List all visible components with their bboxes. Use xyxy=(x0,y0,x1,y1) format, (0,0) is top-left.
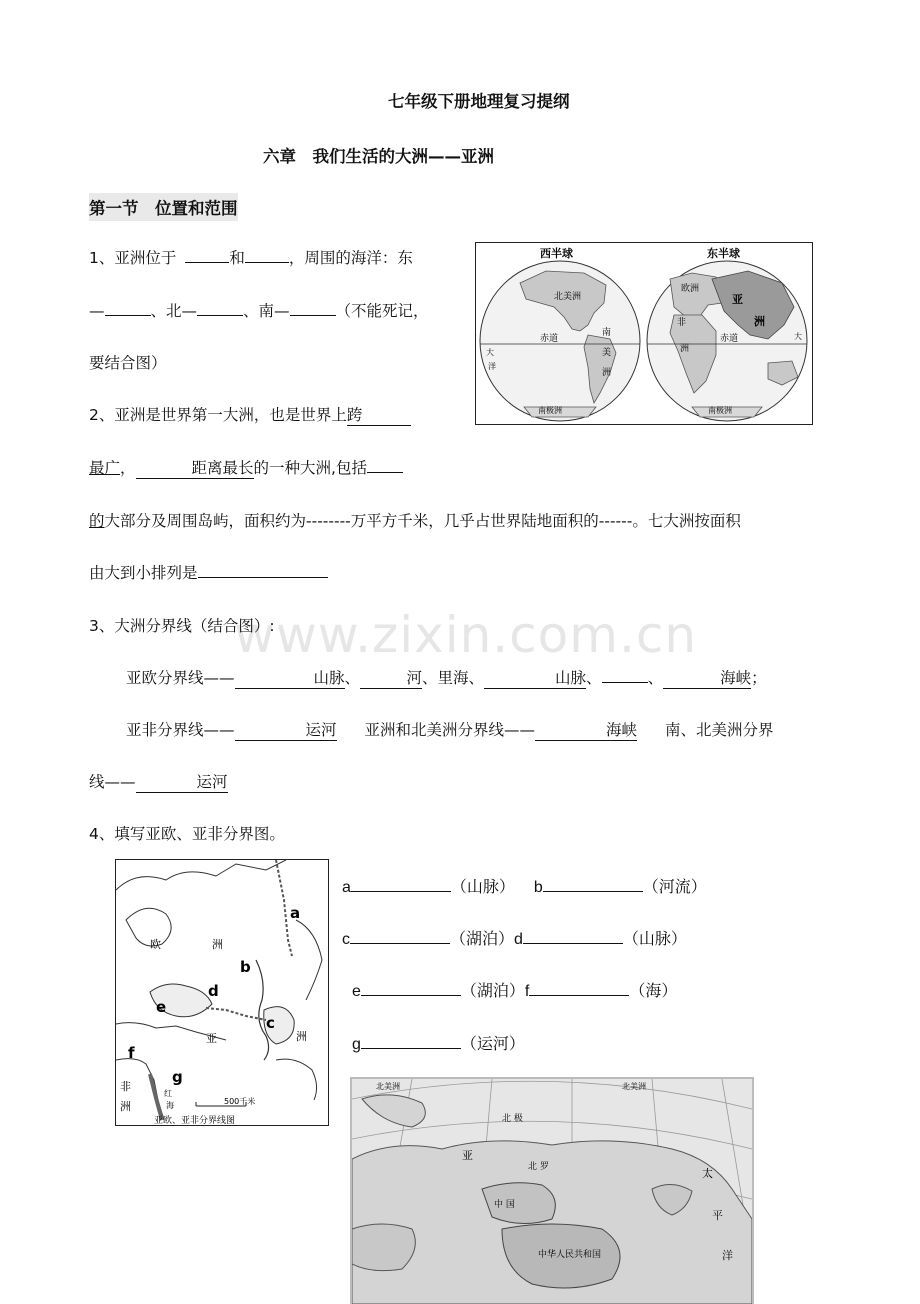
q2-text-c: 最广 xyxy=(89,459,121,477)
q4-row-3: e （湖泊）f （海） xyxy=(352,983,678,1000)
map-label-hai: 海 xyxy=(166,1101,174,1110)
east-hemisphere-title: 东半球 xyxy=(707,247,740,260)
map-letter-d: d xyxy=(208,982,219,1000)
q3-underline-ural-mountains: 山脉 xyxy=(235,669,345,689)
watermark: www.zixin.com.cn xyxy=(234,606,698,664)
q4-row-4: g （运河） xyxy=(352,1036,525,1053)
q3-line2 xyxy=(126,718,774,741)
q4-blank-a xyxy=(351,877,451,892)
asia-map-label-china-short: 中 国 xyxy=(494,1200,515,1210)
section-heading: 第一节 位置和范围 xyxy=(89,193,238,221)
q2-line2 xyxy=(89,456,403,479)
chapter-heading: 六章 我们生活的大洲——亚洲 xyxy=(263,147,494,166)
q1-blank-4 xyxy=(197,301,243,316)
label-antarctica-east: 南极洲 xyxy=(708,406,732,415)
asia-map-label-north: 北 罗 xyxy=(528,1162,549,1172)
asia-map-label-prc: 中华人民共和国 xyxy=(538,1250,602,1260)
hemisphere-map xyxy=(475,242,813,425)
q2-text-h: 大部分及周围岛屿，面积约为--------万平方千米，几乎占世界陆地面积的------。七大洲按面积 xyxy=(104,512,741,530)
label-west-equator: 赤道 xyxy=(540,334,559,344)
document-title: 七年级下册地理复习提纲 xyxy=(388,92,570,111)
q3-line1-label: 亚欧分界线—— xyxy=(126,669,235,687)
q2-text-f: 的一种大洲,包括 xyxy=(253,459,367,477)
map-label-zhou-2: 洲 xyxy=(296,1030,307,1043)
q1-text-c: ，周围的海洋：东 xyxy=(288,249,413,267)
q2-blank-2 xyxy=(198,563,328,578)
label-antarctica-west: 南极洲 xyxy=(538,406,562,415)
q1-text-d: — xyxy=(89,302,105,320)
label-asia-zhou: 洲 xyxy=(754,315,765,328)
label-da: 大 xyxy=(486,348,494,357)
asia-map-label-ping: 平 xyxy=(712,1209,723,1222)
q1-text-b: 和 xyxy=(229,249,245,267)
q2-text-b: 跨 xyxy=(346,406,363,424)
asia-map-label-arctic: 北 极 xyxy=(502,1114,523,1124)
q1-blank-1 xyxy=(185,248,229,263)
label-asia-ya: 亚 xyxy=(732,293,743,306)
label-zhou: 洲 xyxy=(602,368,612,378)
q4-blank-g xyxy=(361,1034,461,1049)
label-europe: 欧洲 xyxy=(681,284,700,294)
q2-underline-kua xyxy=(347,406,411,426)
q3-title: 3、大洲分界线（结合图）: xyxy=(89,617,275,635)
q3-underline-strait: 海峡 xyxy=(663,669,751,689)
q1-text-a: 1、亚洲位于 xyxy=(89,249,177,267)
q1-text-h: 要结合图） xyxy=(89,354,167,372)
q1-line2 xyxy=(89,299,429,321)
asia-map-label-tai: 太 xyxy=(702,1167,713,1180)
label-south: 南 xyxy=(602,328,612,338)
q2-line1 xyxy=(89,403,411,426)
q3-line3-label: 线—— xyxy=(89,773,136,791)
q3-underline-caucasus: 山脉 xyxy=(484,669,586,689)
q3-line2-label3: 南、北美洲分界 xyxy=(665,721,774,739)
west-hemisphere-title: 西半球 xyxy=(540,247,573,260)
asia-map-label-na-2: 北美洲 xyxy=(622,1082,646,1091)
asia-map-svg xyxy=(352,1079,752,1304)
label-east-equator: 赤道 xyxy=(720,334,739,344)
map-letter-b: b xyxy=(240,958,251,976)
map-label-fei: 非 xyxy=(120,1080,131,1093)
q3-line2-label: 亚非分界线—— xyxy=(126,721,235,739)
map-label-ya: 亚 xyxy=(206,1032,217,1045)
q2-text-e: 距离最长 xyxy=(191,459,254,477)
label-east-da: 大 xyxy=(794,332,802,341)
q4-blank-e xyxy=(361,981,461,996)
map-label-ou: 欧 xyxy=(150,938,161,951)
boundary-map-svg xyxy=(116,860,328,1125)
q3-underline-bering: 海峡 xyxy=(535,721,637,741)
q4-row-1: a （山脉） b （河流） xyxy=(342,879,707,896)
map-letter-c: c xyxy=(266,1014,275,1032)
q4-blank-b xyxy=(543,877,643,892)
map-label-zhou-3: 洲 xyxy=(120,1100,131,1113)
q3-underline-river: 河 xyxy=(360,669,422,689)
asia-map-label-yang: 洋 xyxy=(722,1249,733,1262)
label-north-america: 北美洲 xyxy=(554,292,582,302)
q2-line4 xyxy=(89,561,328,583)
map-letter-g: g xyxy=(172,1068,183,1086)
map-label-hong: 红 xyxy=(164,1089,172,1098)
label-africa-zhou: 洲 xyxy=(680,344,690,354)
q1-blank-3 xyxy=(105,301,151,316)
q2-text-d: ， xyxy=(120,459,136,477)
q4-blank-c xyxy=(350,929,450,944)
label-mei: 美 xyxy=(602,348,612,358)
label-africa-fei: 非 xyxy=(677,318,687,328)
q4-blank-f xyxy=(529,981,629,996)
map-letter-a: a xyxy=(290,904,301,922)
q1-line1 xyxy=(89,246,413,268)
asia-map xyxy=(350,1077,754,1304)
map-scale: 500千米 xyxy=(224,1097,256,1106)
q1-blank-5 xyxy=(290,301,336,316)
q1-blank-2 xyxy=(245,248,289,263)
q2-text-a: 2、亚洲是世界第一大洲，也是世界上 xyxy=(89,406,347,424)
q4-row-2: c （湖泊）d （山脉） xyxy=(342,931,687,948)
q3-line1: 亚欧分界线—— 山脉、 河、里海、 山脉、 、 海峡； xyxy=(126,669,767,687)
map-label-zhou-1: 洲 xyxy=(212,938,223,951)
q4-title: 4、填写亚欧、亚非分界图。 xyxy=(89,825,285,843)
q1-text-g: （不能死记， xyxy=(335,302,429,320)
map-caption: 亚欧、亚非分界线图 xyxy=(154,1116,236,1125)
q2-underline-distance xyxy=(136,459,254,479)
q1-text-f: 、南— xyxy=(243,302,290,320)
map-letter-e: e xyxy=(156,998,167,1016)
q3-line2-label2: 亚洲和北美洲分界线—— xyxy=(364,721,536,739)
asia-map-label-na-1: 北美洲 xyxy=(376,1082,400,1091)
q3-underline-panama: 运河 xyxy=(136,773,228,793)
q3-line3 xyxy=(89,770,228,793)
q2-text-i: 由大到小排列是 xyxy=(89,564,198,582)
map-letter-f: f xyxy=(128,1044,135,1062)
q3-underline-suez: 运河 xyxy=(235,721,337,741)
q4-blank-d xyxy=(523,929,623,944)
q3-blank-sea xyxy=(602,668,648,683)
asia-map-label-ya: 亚 xyxy=(462,1149,473,1162)
label-yang: 洋 xyxy=(488,362,496,371)
q2-text-g: 的 xyxy=(89,512,105,530)
q2-blank-1 xyxy=(367,458,403,473)
hemisphere-map-svg xyxy=(476,243,812,424)
q1-text-e: 、北— xyxy=(150,302,198,320)
q2-line3 xyxy=(89,509,741,531)
boundary-map xyxy=(115,859,329,1126)
